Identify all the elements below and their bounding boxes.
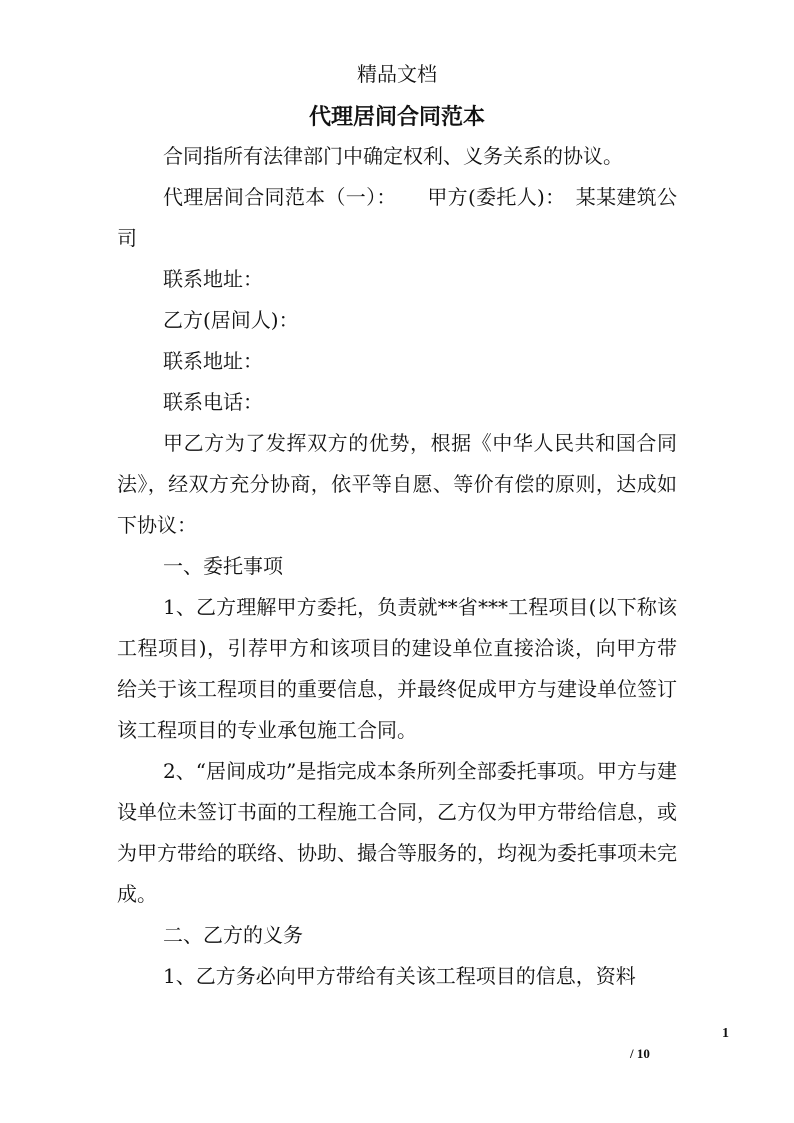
paragraph-clause-2-1: 1、乙方务必向甲方带给有关该工程项目的信息，资料 [163,964,636,988]
document-body [117,136,677,997]
paragraph-clause-1-1: 1、乙方理解甲方委托，负责就**省***工程项目(以下称该工程项目)，引荐甲方和该项目的建设单位直接洽谈，向甲方带给关于该工程项目的重要信息，并最终促成甲方与建设单位签订该工程项目的专业承包施工合同。 [117,595,677,742]
section-heading-2: 二、乙方的义务 [163,923,303,947]
page-number: 1 [722,1026,729,1041]
paragraph-agreement: 甲乙方为了发挥双方的优势，根据《中华人民共和国合同法》，经双方充分协商，依平等自愿、等价有偿的原则，达成如下协议： [117,431,677,537]
paragraph-intro: 合同指所有法律部门中确定权利、义务关系的协议。 [163,144,623,168]
section-heading-1: 一、委托事项 [163,554,283,578]
paragraph-phone: 联系电话： [163,390,263,414]
paragraph-clause-1-2: 2、“居间成功”是指完成本条所列全部委托事项。甲方与建设单位未签订书面的工程施工合同，乙方仅为甲方带给信息，或为甲方带给的联络、协助、撮合等服务的，均视为委托事项未完成。 [117,759,677,906]
page-total: / 10 [630,1046,650,1061]
document-header: 精品文档 [357,62,437,86]
paragraph-address-a: 联系地址： [163,267,263,291]
document-title: 代理居间合同范本 [308,104,485,130]
paragraph-party-a: 代理居间合同范本（一）： 甲方(委托人)： 某某建筑公司 [117,185,677,250]
paragraph-party-b: 乙方(居间人)： [163,308,299,332]
paragraph-address-b: 联系地址： [163,349,263,373]
